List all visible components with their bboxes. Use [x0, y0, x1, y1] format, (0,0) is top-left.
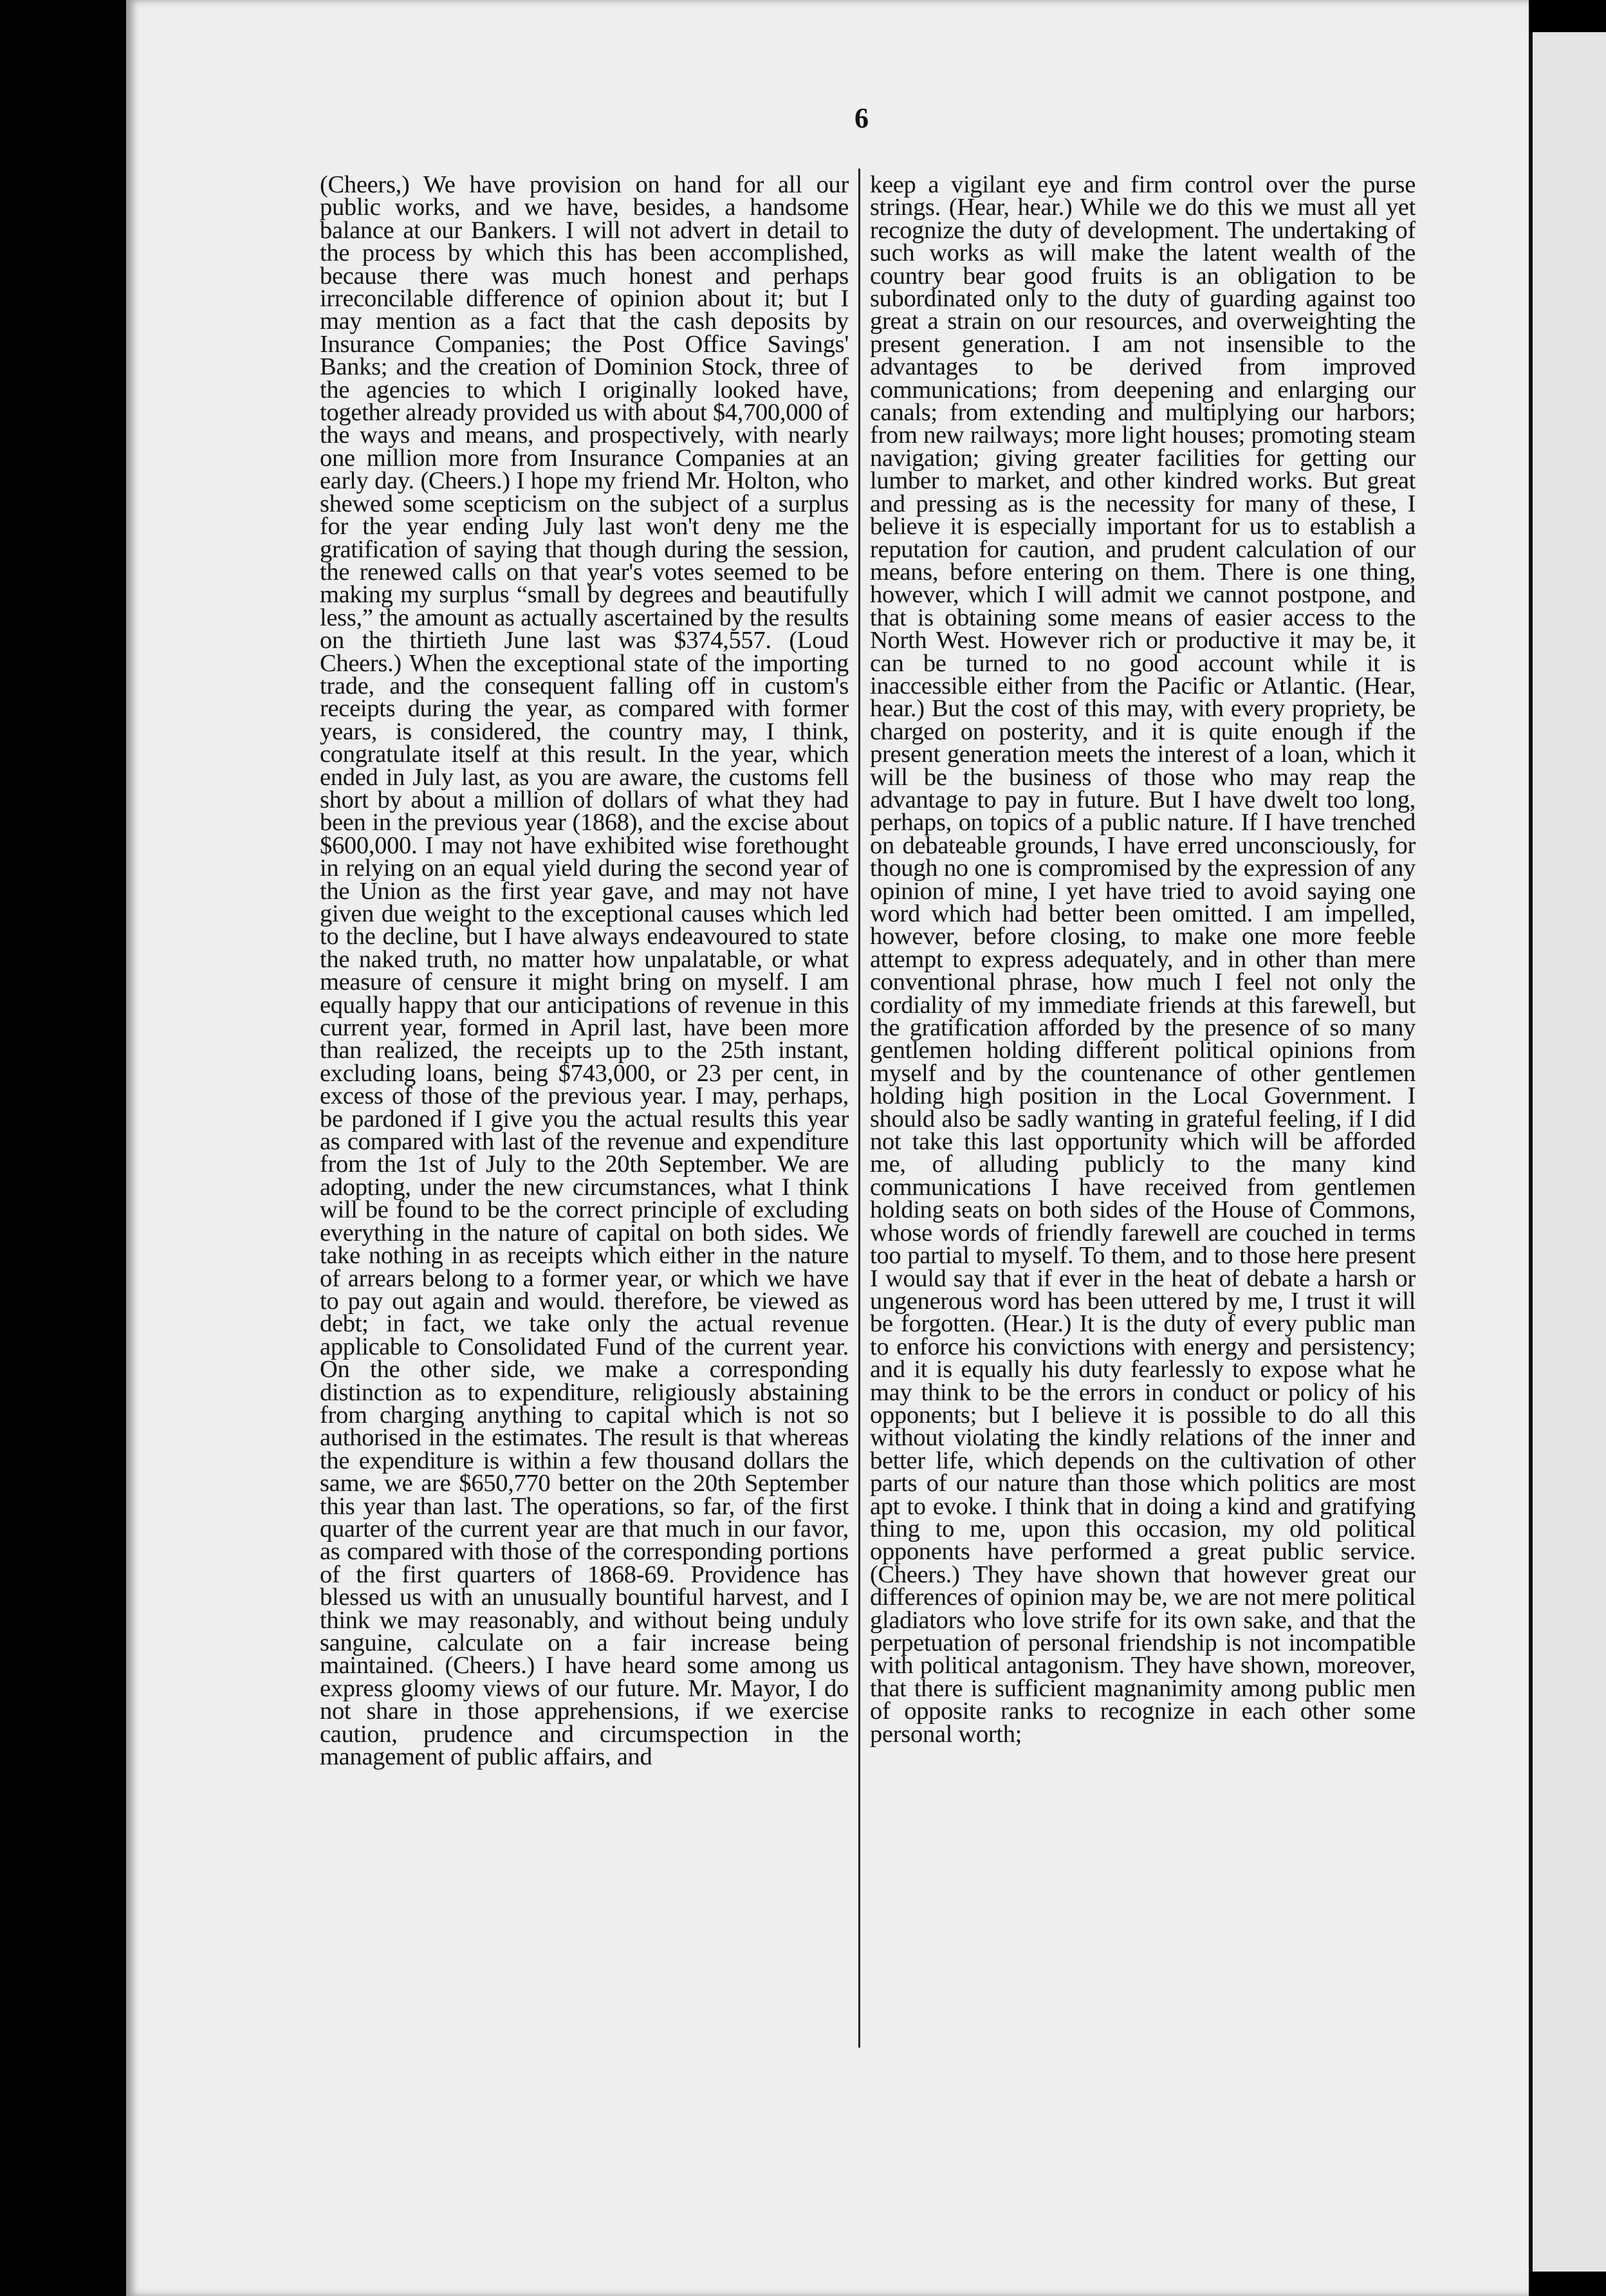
text-column-right [870, 174, 1416, 2059]
column-text: (Cheers,) We have provision on hand for all our public works, and we have, besides, a handsome balance at our Bankers. I will not advert in detail to the process by which this has been accomplished, because there was much honest and perhaps irreconcilable difference of opinion about it; but I may mention as a fact that the cash deposits by Insurance Companies; the Post Office Savings' Banks; and the creation of Dominion Stock, three of the agencies to which I originally looked have, together already provided us with about $4,700,000 of the ways and means, and prospectively, with nearly one million more from Insurance Companies at an early day. (Cheers.) I hope my friend Mr. Holton, who shewed some scepticism on the subject of a surplus for the year ending July last won't deny me the gratification of saying that though during the session, the renewed calls on that year's votes seemed to be making my surplus “small by degrees and beautifully less,” the amount as actually ascertained by the results on the thirtieth June last was $374,557. (Loud Cheers.) When the exceptional state of the importing trade, and the consequent falling off in custom's receipts during the year, as compared with former years, is considered, the country may, I think, congratulate itself at this result. In the year, which ended in July last, as you are aware, the customs fell short by about a million of dollars of what they had been in the previous year (1868), and the excise about $600,000. I may not have exhibited wise forethought in relying on an equal yield during the second year of the Union as the first year gave, and may not have given due weight to the exceptional causes which led to the decline, but I have always endeavoured to state the naked truth, no matter how unpalatable, or what measure of censure it might bring on myself. I am equally happy that our anticipations of revenue in this current year, formed in April last, have been more than realized, the receipts up to the 25th instant, excluding loans, being $743,000, or 23 per cent, in excess of those of the previous year. I may, perhaps, be pardoned if I give you the actual results this year as compared with last of the revenue and expenditure from the 1st of July to the 20th September. We are adopting, under the new circumstances, what I think will be found to be the correct principle of excluding everything in the nature of capital on both sides. We take nothing in as receipts which either in the nature of arrears belong to a former year, or which we have to pay out again and would. therefore, be viewed as debt; in fact, we take only the actual revenue applicable to Consolidated Fund of the current year. On the other side, we make a corresponding distinction as to expenditure, religiously abstaining from charging anything to capital which is not so authorised in the estimates. The result is that whereas the expenditure is within a few thousand dollars the same, we are $650,770 better on the 20th September this year than last. The operations, so far, of the first quarter of the current year are that much in our favor, as compared with those of the corresponding portions of the first quarters of 1868-69. Providence has blessed us with an unusually bountiful harvest, and I think we may reasonably, and without being unduly sanguine, calculate on a fair increase being maintained. (Cheers.) I have heard some among us express gloomy views of our future. Mr. Mayor, I do not share in those apprehensions, if we exercise caution, prudence and circumspection in the management of public affairs, and [320, 174, 849, 1771]
column-text: keep a vigilant eye and firm control over the purse strings. (Hear, hear.) While we do this we must all yet recognize the duty of development. The undertaking of such works as will make the latent wealth of the country bear good fruits is an obligation to be subordinated only to the duty of guarding against too great a strain on our resources, and overweighting the present generation. I am not insensible to the advantages to be derived from improved communications; from deepening and enlarging our canals; from extending and multiplying our harbors; from new railways; more light houses; promoting steam navigation; giving greater facilities for getting our lumber to market, and other kindred works. But great and pressing as is the necessity for many of these, I believe it is especially important for us to establish a reputation for caution, and prudent calculation of our means, before entering on them. There is one thing, however, which I will admit we cannot postpone, and that is obtaining some means of easier access to the North West. However rich or productive it may be, it can be turned to no good account while it is inaccessible either from the Pacific or Atlantic. (Hear, hear.) But the cost of this may, with every propriety, be charged on posterity, and it is quite enough if the present generation meets the interest of a loan, which it will be the business of those who may reap the advantage to pay in future. But I have dwelt too long, perhaps, on topics of a public nature. If I have trenched on debateable grounds, I have erred unconsciously, for though no one is compromised by the expression of any opinion of mine, I yet have tried to avoid saying one word which had better been omitted. I am impelled, however, before closing, to make one more feeble attempt to express adequately, and in other than mere conventional phrase, how much I feel not only the cordiality of my immediate friends at this farewell, but the gratification afforded by the presence of so many gentlemen holding different political opinions from myself and by the countenance of other gentlemen holding high position in the Local Government. I should also be sadly wanting in grateful feeling, if I did not take this last opportunity which will be afforded me, of alluding publicly to the many kind communications I have received from gentlemen holding seats on both sides of the House of Commons, whose words of friendly farewell are couched in terms too partial to myself. To them, and to those here present I would say that if ever in the heat of debate a harsh or ungenerous word has been uttered by me, I trust it will be forgotten. (Hear.) It is the duty of every public man to enforce his convictions with energy and persistency; and it is equally his duty fearlessly to expose what he may think to be the errors in conduct or policy of his opponents; but I believe it is possible to do all this without violating the kindly relations of the inner and better life, which depends on the cultivation of other parts of our nature than those which politics are most apt to evoke. I think that in doing a kind and gratifying thing to me, upon this occasion, my old political opponents have performed a great public service. (Cheers.) They have shown that however great our differences of opinion may be, we are not mere political gladiators who love strife for its own sake, and that the perpetuation of personal friendship is not incompatible with political antagonism. They have shown, moreover, that there is sufficient magnanimity among public men of opposite ranks to recognize in each other some personal worth; [870, 174, 1416, 1748]
scan-border-left [0, 0, 129, 2296]
column-divider [858, 169, 860, 2048]
page-number: 6 [854, 102, 869, 134]
text-column-left [320, 174, 849, 2059]
adjacent-page-edge [1529, 32, 1606, 2272]
